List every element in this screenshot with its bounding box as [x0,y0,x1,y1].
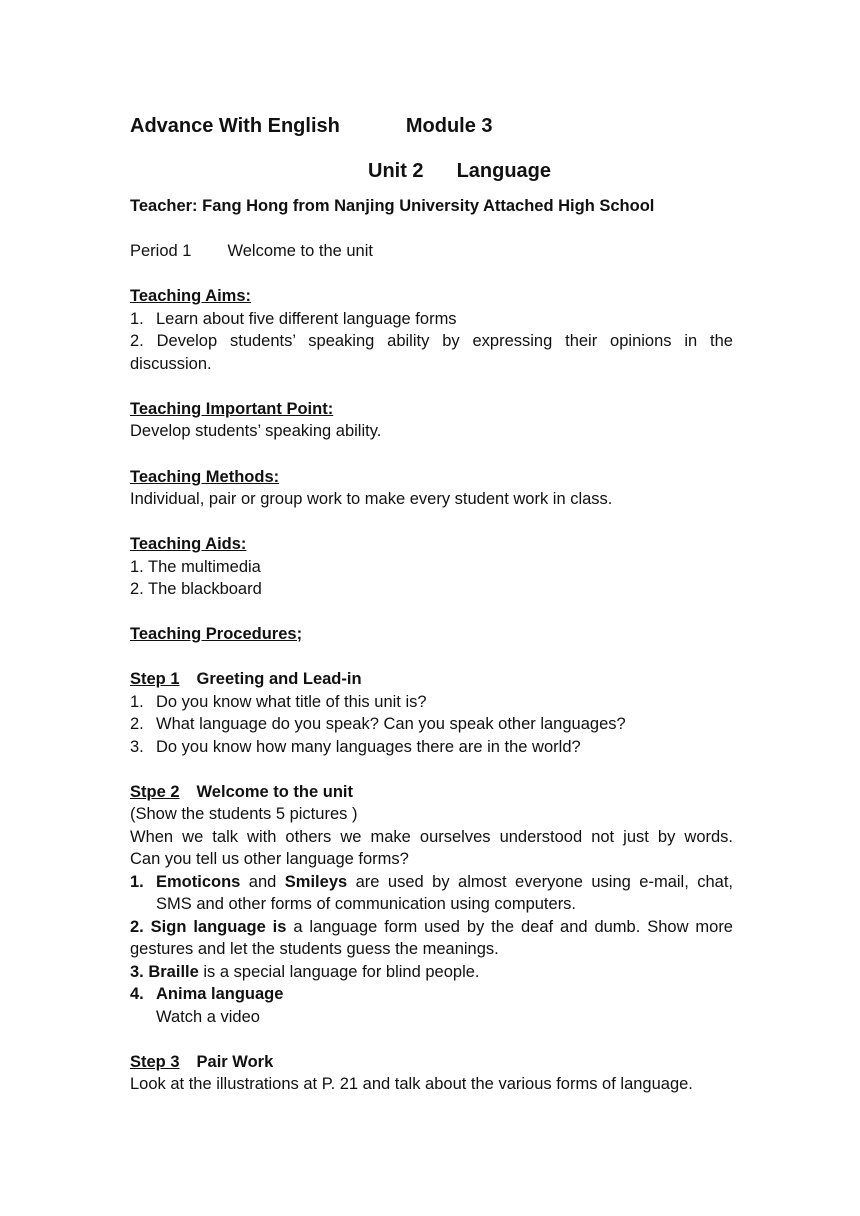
period-label: Period 1 [130,242,192,260]
emoticons-term: Emoticons [156,873,241,891]
step1-item-2 [130,713,626,735]
step1-title: Greeting and Lead-in [196,670,362,688]
step3-title: Pair Work [196,1053,274,1071]
step2-item-2-line-1 [130,916,733,938]
step2-item-4-line-2: Watch a video [156,1008,260,1026]
aids-item-2: 2. The blackboard [130,580,262,598]
step1-item-1 [130,691,427,713]
step2-label: Stpe 2 [130,783,180,801]
methods-heading: Teaching Methods: [130,468,280,486]
step2-paragraph-line-2: Can you tell us other language forms? [130,850,409,868]
aims-heading: Teaching Aims: [130,287,252,305]
step2-heading [130,781,353,803]
step1-label: Step 1 [130,670,180,688]
unit-topic: Language [456,160,552,182]
aims-item-2-line-2: discussion. [130,355,212,373]
period-topic: Welcome to the unit [227,242,373,260]
step2-item-2-rest: a language form used by the deaf and dumb. Show more [286,918,733,936]
step1-item-1-text: Do you know what title of this unit is? [156,693,427,711]
step3-text: Look at the illustrations at P. 21 and talk about the various forms of language. [130,1075,693,1093]
document-title [130,115,493,137]
step1-item-3-text: Do you know how many languages there are in the world? [156,738,581,756]
step2-item-1-rest: are used by almost everyone using e-mail, chat, [347,873,733,891]
step1-item-2-number: 2. [130,715,144,733]
step2-note: (Show the students 5 pictures ) [130,805,358,823]
step2-item-1-number: 1. [130,873,144,891]
aids-heading: Teaching Aids: [130,535,247,553]
step2-item-3-rest: is a special language for blind people. [198,963,480,981]
aims-item-1-text: Learn about five different language forms [156,310,457,328]
module-title: Module 3 [405,115,493,137]
smileys-term: Smileys [284,873,348,891]
step2-item-2-line-2: gestures and let the students guess the meanings. [130,940,499,958]
step1-item-3-number: 3. [130,738,144,756]
step2-item-1-conjunction: and [240,873,285,891]
important-point-text: Develop students’ speaking ability. [130,422,382,440]
aims-item-1-number: 1. [130,310,144,328]
step2-item-4-number: 4. [130,985,144,1003]
step2-paragraph-line-1: When we talk with others we make ourselves understood not just by words. [130,828,733,846]
step2-item-1-line-1 [156,871,733,893]
unit-number: Unit 2 [368,160,424,182]
step3-heading [130,1051,273,1073]
aims-item-1 [130,308,457,330]
sign-language-term: 2. Sign language is [130,918,287,936]
important-point-heading: Teaching Important Point: [130,400,334,418]
step2-item-3 [130,961,480,983]
aims-item-2-line-1: 2. Develop students’ speaking ability by expressing their opinions in the [130,332,733,350]
step3-label: Step 3 [130,1053,180,1071]
course-title: Advance With English [130,115,340,137]
step1-item-2-text: What language do you speak? Can you speak other languages? [156,715,626,733]
teacher-line: Teacher: Fang Hong from Nanjing University Attached High School [130,197,655,215]
step1-item-1-number: 1. [130,693,144,711]
step1-heading [130,668,362,690]
aids-item-1: 1. The multimedia [130,558,261,576]
period-line [130,240,373,262]
braille-term: 3. Braille [130,963,199,981]
methods-text: Individual, pair or group work to make every student work in class. [130,490,613,508]
step1-item-3 [130,736,581,758]
procedures-heading: Teaching Procedures; [130,625,303,643]
step2-item-1-line-2: SMS and other forms of communication using computers. [156,895,577,913]
anima-language-term: Anima language [156,985,284,1003]
unit-title [368,160,551,182]
step2-title: Welcome to the unit [196,783,353,801]
